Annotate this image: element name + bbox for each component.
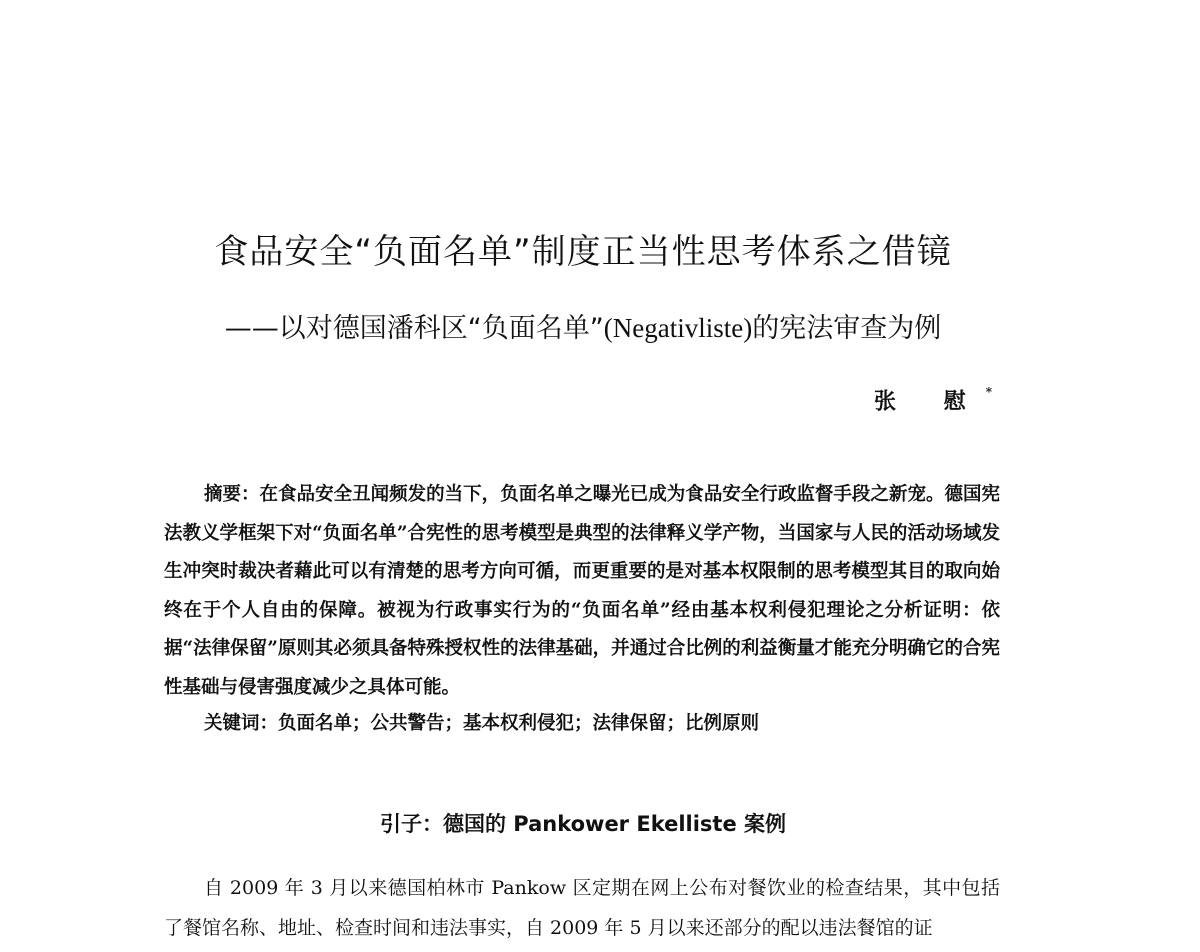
author-line: [874, 376, 992, 421]
subtitle-prefix: ——以对德国潘科区“负面名单”: [224, 313, 604, 344]
keywords-label: 关键词：: [204, 713, 279, 734]
abstract-text: 在食品安全丑闻频发的当下，负面名单之曝光已成为食品安全行政监督手段之新宠。德国宪法教义学框架下对“负面名单”合宪性的思考模型是典型的法律释义学产物，当国家与人民的活动场域发生冲突时裁决者藉此可以有清楚的思考方向可循，而更重要的是对基本权限制的思考模型其目的取向始终在于个人自由的保障。被视为行政事实行为的“负面名单”经由基本权利侵犯理论之分析证明：依据“法律保留”原则其必须具备特殊授权性的法律基础，并通过合比例的利益衡量才能充分明确它的合宪性基础与侵害强度减少之具体可能。: [164, 484, 1000, 698]
body-paragraph: 自 2009 年 3 月以来德国柏林市 Pankow 区定期在网上公布对餐饮业的检查结果，其中包括了餐馆名称、地址、检查时间和违法事实，自 2009 年 5 月以来还部分的配以违法餐馆的证: [164, 877, 1000, 939]
author-name: 张 慰: [874, 388, 986, 415]
keywords: [204, 705, 1000, 743]
author-footnote-mark: *: [985, 385, 992, 399]
abstract-label: 摘要：: [204, 484, 260, 505]
section-heading: 引子：德国的 Pankower Ekelliste 案例: [379, 812, 787, 836]
subtitle-latin: (Negativliste): [603, 313, 753, 343]
keywords-text: 负面名单；公共警告；基本权利侵犯；法律保留；比例原则: [278, 713, 760, 734]
paper-subtitle: [160, 306, 1006, 351]
subtitle-suffix: 的宪法审查为例: [752, 313, 942, 344]
paper-title: 食品安全“负面名单”制度正当性思考体系之借镜: [214, 232, 952, 272]
abstract: [164, 476, 1000, 707]
